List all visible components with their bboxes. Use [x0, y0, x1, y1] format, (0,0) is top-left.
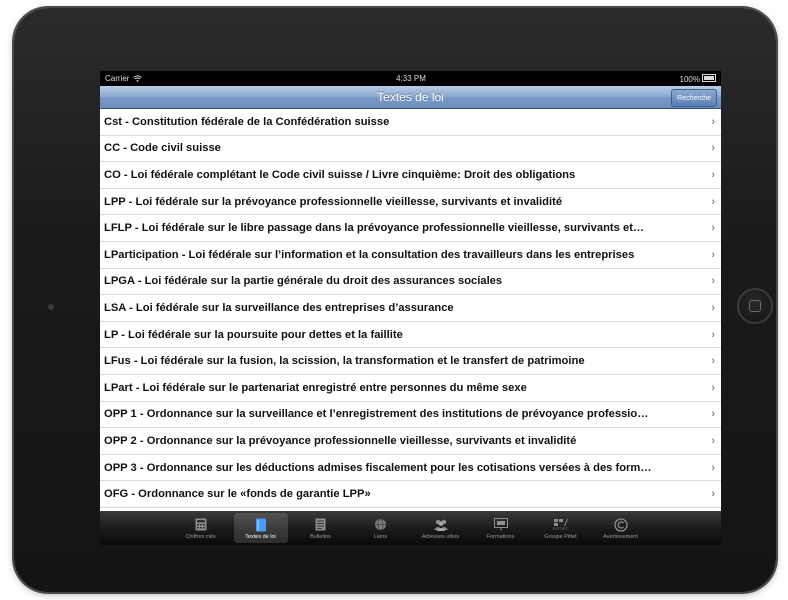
list-item-label: LP - Loi fédérale sur la poursuite pour dettes et la faillite — [104, 328, 403, 341]
list-item-label: LPGA - Loi fédérale sur la partie générale du droit des assurances sociales — [104, 275, 503, 288]
tab-avertissement[interactable] — [594, 513, 648, 543]
search-button[interactable]: Recherche — [671, 89, 717, 107]
list-item-label: LParticipation - Loi fédérale sur l’information et la consultation des travailleurs dans les entreprises — [104, 248, 635, 261]
tab-textes-de-loi[interactable] — [234, 513, 288, 543]
calculator-icon — [193, 518, 209, 531]
list-item[interactable] — [100, 215, 721, 242]
list-item[interactable] — [100, 455, 721, 482]
list-item-label: Cst - Constitution fédérale de la Confédération suisse — [104, 115, 390, 128]
status-left — [105, 74, 142, 83]
presentation-icon — [493, 518, 509, 531]
battery-percent: 100% — [679, 74, 700, 84]
list-item-label: LFus - Loi fédérale sur la fusion, la scission, la transformation et le transfert de patrimoine — [104, 355, 585, 368]
list-item-label: CC - Code civil suisse — [104, 142, 221, 155]
globe-icon — [373, 518, 389, 531]
chevron-right-icon: › — [711, 222, 715, 235]
tab-label: Textes de loi — [245, 534, 276, 540]
book-icon — [253, 518, 269, 531]
chevron-right-icon: › — [711, 115, 715, 128]
list-item-label: LPP - Loi fédérale sur la prévoyance professionnelle vieillesse, survivants et invalidité — [104, 195, 563, 208]
chevron-right-icon: › — [711, 328, 715, 341]
list-item-label: CO - Loi fédérale complétant le Code civil suisse / Livre cinquième: Droit des obligations — [104, 168, 576, 181]
chevron-right-icon: › — [711, 381, 715, 394]
list-item-label: OPP 2 - Ordonnance sur la prévoyance professionnelle vieillesse, survivants et invalidité — [104, 434, 577, 447]
status-time: 4:33 PM — [396, 74, 426, 83]
carrier-label: Carrier — [105, 74, 130, 83]
document-icon — [313, 518, 329, 531]
chevron-right-icon: › — [711, 142, 715, 155]
chevron-right-icon: › — [711, 301, 715, 314]
chevron-right-icon: › — [711, 461, 715, 474]
chevron-right-icon: › — [711, 248, 715, 261]
list-item-label: LSA - Loi fédérale sur la surveillance des entreprises d’assurance — [104, 301, 454, 314]
tab-groupe-pittet[interactable] — [534, 513, 588, 543]
list-item[interactable] — [100, 322, 721, 349]
navigation-bar — [100, 86, 721, 109]
status-bar — [100, 71, 721, 86]
law-list — [100, 109, 721, 508]
ipad-frame — [14, 8, 776, 592]
list-item[interactable] — [100, 189, 721, 216]
page-title: Textes de loi — [377, 90, 444, 104]
tab-label: Formations — [486, 534, 515, 540]
status-right — [680, 74, 716, 84]
tab-label: Liens — [373, 534, 388, 540]
tab-label: Chiffres clés — [185, 534, 216, 540]
list-item-label: LFLP - Loi fédérale sur le libre passage dans la prévoyance professionnelle vieillesse, survivants et… — [104, 222, 645, 235]
battery-icon — [702, 74, 716, 82]
list-item[interactable] — [100, 295, 721, 322]
screen — [100, 71, 721, 545]
pittet-logo-text: PITTET — [552, 527, 569, 531]
list-item-label: OFG - Ordonnance sur le «fonds de garantie LPP» — [104, 488, 371, 501]
pittet-logo-icon — [553, 518, 569, 531]
list-item[interactable] — [100, 242, 721, 269]
list-item[interactable] — [100, 109, 721, 136]
tab-label: Groupe Pittet — [544, 534, 577, 540]
list-item-label: OPP 1 - Ordonnance sur la surveillance et l’enregistrement des institutions de prévoyance professio… — [104, 408, 649, 421]
list-item[interactable] — [100, 162, 721, 189]
tab-label: Avertissement — [603, 534, 638, 540]
tab-bulletins[interactable] — [294, 513, 348, 543]
tab-bar — [100, 511, 721, 545]
list-item[interactable] — [100, 481, 721, 508]
tab-chiffres-cl-s[interactable] — [174, 513, 228, 543]
camera-dot — [48, 304, 54, 310]
wifi-icon — [133, 75, 142, 82]
home-button[interactable] — [737, 288, 773, 324]
chevron-right-icon: › — [711, 355, 715, 368]
list-item-label: LPart - Loi fédérale sur le partenariat enregistré entre personnes du même sexe — [104, 381, 527, 394]
chevron-right-icon: › — [711, 275, 715, 288]
tab-liens[interactable] — [354, 513, 408, 543]
tab-label: Bulletins — [310, 534, 331, 540]
list-item[interactable] — [100, 348, 721, 375]
list-item[interactable] — [100, 402, 721, 429]
list-item[interactable] — [100, 269, 721, 296]
list-item[interactable] — [100, 136, 721, 163]
chevron-right-icon: › — [711, 195, 715, 208]
tab-label: Adresses utiles — [421, 534, 460, 540]
chevron-right-icon: › — [711, 434, 715, 447]
tab-formations[interactable] — [474, 513, 528, 543]
people-icon — [433, 518, 449, 531]
list-item[interactable] — [100, 375, 721, 402]
copyright-icon — [613, 518, 629, 531]
list-item[interactable] — [100, 428, 721, 455]
chevron-right-icon: › — [711, 168, 715, 181]
chevron-right-icon: › — [711, 408, 715, 421]
chevron-right-icon: › — [711, 488, 715, 501]
tab-adresses-utiles[interactable] — [414, 513, 468, 543]
list-item-label: OPP 3 - Ordonnance sur les déductions admises fiscalement pour les cotisations versées à des form… — [104, 461, 652, 474]
